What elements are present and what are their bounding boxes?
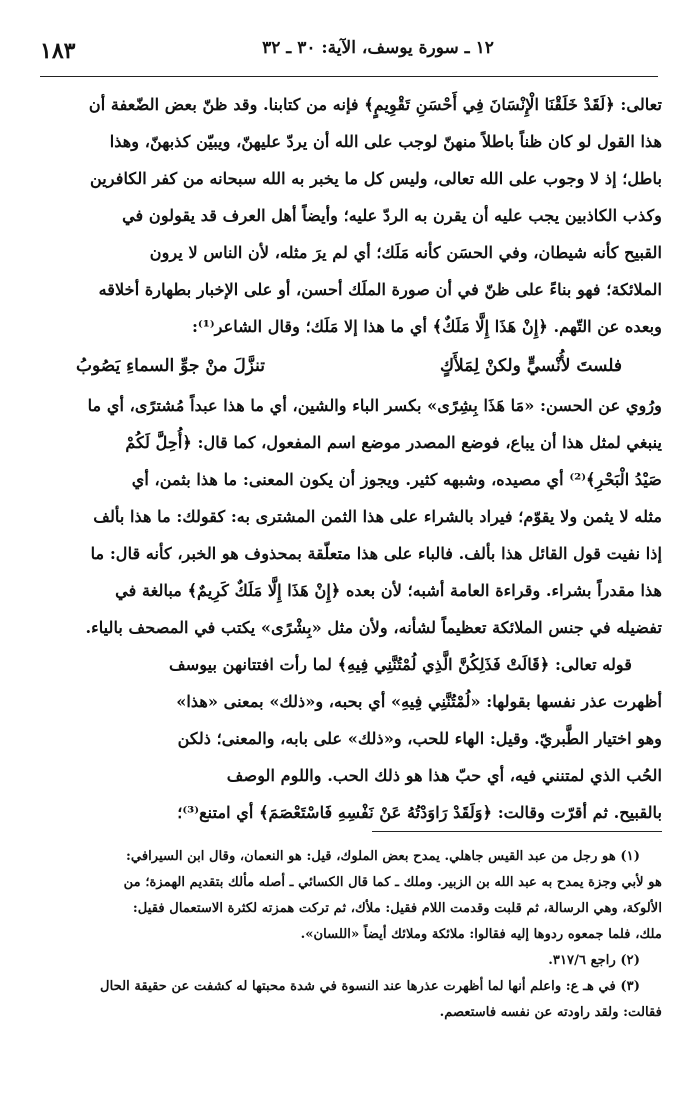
text-line: الملائكة؛ فهو بناءً على ظنّ في أن صورة الملَك أحسن، أو على الإخبار بطهارة أخلاقه: [98, 280, 662, 299]
footnote-line: فقالت: ولقد راودته عن نفسه فاستعصم.: [439, 1005, 662, 1020]
text-line: تعالى: ﴿لَقَدْ خَلَقْنَا الْإِنْسَانَ فِي أَحْسَنِ تَقْوِيمٍ﴾ فإنه من كتابنا. وقد ظنّ بعض الضّعفة أن: [88, 95, 662, 114]
text-line: ورُوي عن الحسن: «مَا هَذَا بِشِرًى» بكسر الباء والشين، أي ما هذا عبداً مُشترًى، أي ما: [87, 396, 662, 415]
text-line: قوله تعالى: ﴿قَالَتْ فَذَلِكُنَّ الَّذِي لُمْتُنَّنِي فِيهِ﴾ لما رأت افتتانهن بيوسف: [168, 655, 632, 674]
poetry-verse: [36, 345, 662, 387]
text-line: هذا مقدراً بشراء. وقراءة العامة أشبه؛ لأن بعده ﴿إِنْ هَذَا إِلَّا مَلَكٌ كَرِيمٌ﴾ مبالغة في: [115, 581, 662, 600]
text-line: هذا القول لو كان ظناً باطلاً منهنّ لوجب على الله أن يردّ عليهنّ، ويبيّن كذبهنّ، وهذا: [109, 132, 662, 151]
page-header: [40, 34, 658, 77]
verse-second-hemistich: تنزَّلَ منْ جوِّ السماءِ يَصُوبُ: [76, 356, 265, 376]
running-head: ١٢ ـ سورة يوسف، الآية: ٣٠ ـ ٣٢: [262, 38, 494, 58]
text-line: بالقبيح. ثم أقرّت وقالت: ﴿وَلَقَدْ رَاوَدْتُهُ عَنْ نَفْسِهِ فَاسْتَعْصَمَ﴾ أي امتنع⁽³⁾؛: [177, 803, 662, 822]
page-number: ١٨٣: [40, 38, 76, 64]
footnote-line: الألوكة، وهي الرسالة، ثم قلبت وقدمت اللام فقيل: ملأك، ثم تركت همزته لكثرة الاستعمال فقيل:: [132, 901, 662, 916]
footnote-line: (١) هو رجل من عبد القيس جاهلي. يمدح بعض الملوك، قيل: هو النعمان، وقال ابن السيرافي:: [125, 849, 640, 864]
text-line: مثله لا يثمن ولا يقوّم؛ فيراد بالشراء على هذا الثمن المشترى به: كقولك: ما هذا بألف: [93, 507, 662, 526]
text-line: تفضيله في جنس الملائكة تعظيماً لشأنه، ولأن مثل «بِشْرًى» يكتب في المصحف بالياء.: [85, 618, 662, 637]
main-text: [36, 86, 662, 831]
text-line: وكذب الكاذبين يجب عليه أن يقرن به الردّ عليه؛ وأيضاً أهل العرف قد يقولون في: [122, 206, 662, 225]
footnote-line: (٢) راجع ٣١٧/٦.: [548, 953, 640, 968]
text-line: الحُب الذي لمتنني فيه، أي حبّ هذا هو ذلك الحب. واللوم الوصف: [226, 766, 662, 785]
footnote-line: ملك، فلما جمعوه ردوها إليه فقالوا: ملائكة وملائك أيضاً «اللسان».: [300, 927, 662, 942]
text-line: باطل؛ إذ لا وجوب على الله تعالى، وليس كل ما يخبر به الله سبحانه من كفر الكافرين: [89, 169, 662, 188]
text-line: ينبغي لمثل هذا أن يباع، فوضع المصدر موضع اسم المفعول، كما قال: ﴿أُحِلَّ لَكُمْ: [125, 433, 662, 452]
text-line: إذا نفيت قول القائل هذا بألف. فالباء على هذا متعلّقة بمحذوف هو الخبر، كأنه قال: ما: [90, 544, 662, 563]
text-line: وبعده عن التّهم. ﴿إِنْ هَذَا إِلَّا مَلَكٌ﴾ أي ما هذا إلا مَلَك؛ وقال الشاعر⁽¹⁾:: [191, 317, 662, 336]
text-line: أظهرت عذر نفسها بقولها: «لُمْتُنَّنِي فِيهِ» أي بحبه، و«ذلك» بمعنى «هذا»: [176, 692, 662, 711]
footnotes: [36, 844, 662, 1026]
text-line: صَيْدُ الْبَحْرِ﴾⁽²⁾ أي مصيده، وشبهه كثير. ويجوز أن يكون المعنى: ما هذا بثمن، أي: [131, 470, 662, 489]
footnote-line: (٣) في هـ ع: واعلم أنها لما أظهرت عذرها عند النسوة في شدة محبتها له كشفت عن حقيقة الحال: [100, 979, 640, 994]
text-line: القبيح كأنه شيطان، وفي الحسَن كأنه مَلَك؛ أي لم يرَ مثله، لأن الناس لا يرون: [149, 243, 662, 262]
verse-first-hemistich: فلستَ لأُنْسيٍّ ولكنْ لِمَلأَكٍ: [439, 356, 622, 376]
footnote-line: هو لأبي وجزة يمدح به عبد الله بن الزبير. وملك ـ كما قال الكسائي ـ أصله مألك بتقديم الهمزة؛ من: [123, 875, 662, 890]
footnote-divider: [372, 831, 662, 832]
text-line: وهو اختيار الطَّبريّ. وقيل: الهاء للحب، و«ذلك» على بابه، والمعنى؛ ذلكن: [177, 729, 662, 748]
